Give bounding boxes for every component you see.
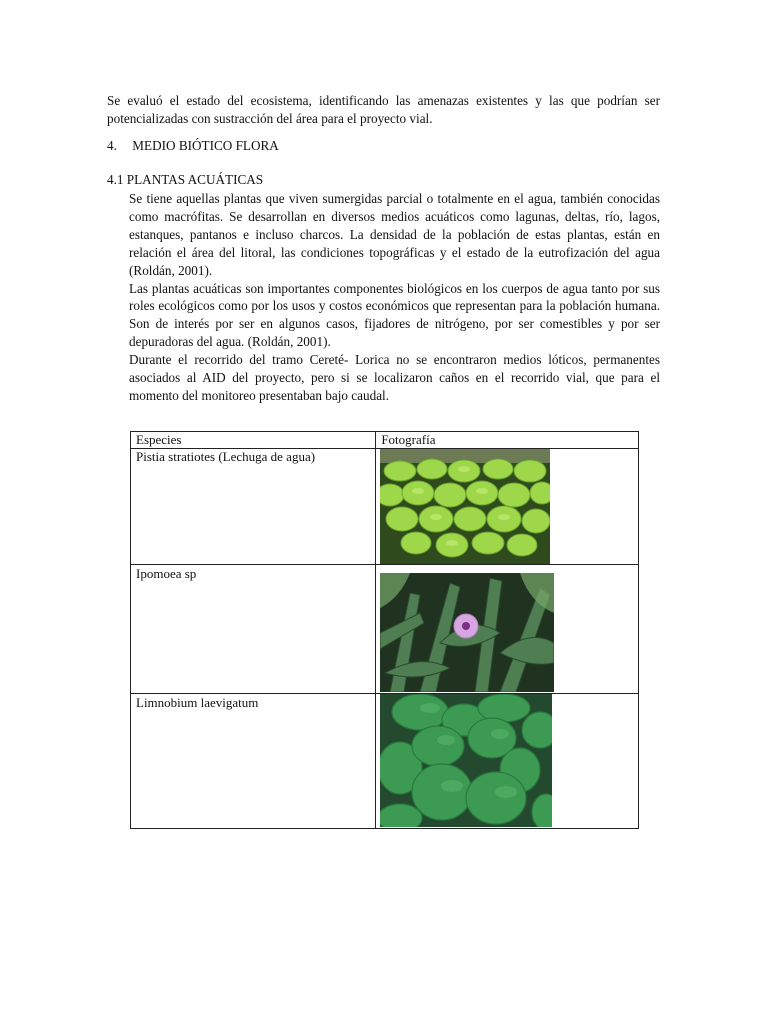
section-title: MEDIO BIÓTICO FLORA — [132, 138, 279, 153]
paragraph: Las plantas acuáticas son importantes componentes biológicos en los cuerpos de agua tanto por sus roles ecológicos como por los usos y costos económicos que representan para la población humana. Son de interés por ser en algunos casos, fijadores de nitrógeno, por ser comestibles y por ser depuradoras del agua. (Roldán, 2001). — [129, 280, 660, 350]
species-name: Ipomoea sp — [131, 565, 376, 694]
section-heading — [107, 137, 507, 155]
subsection-heading: 4.1 PLANTAS ACUÁTICAS — [107, 172, 264, 187]
table-row — [131, 694, 639, 829]
photo-cell — [376, 694, 639, 829]
paragraph: Se tiene aquellas plantas que viven sumergidas parcial o totalmente en el agua, también conocidas como macrófitas. Se desarrollan en diversos medios acuáticos como lagunas, deltas, río, lagos, estanques, pantanos e incluso charcos. La densidad de la población de estas plantas, están en relación el área del litoral, las condiciones topográficas y el estado de la eutrofización del agua (Roldán, 2001). — [129, 191, 660, 278]
table-row — [131, 565, 639, 694]
photo-cell — [376, 449, 639, 565]
body-text — [129, 190, 660, 405]
species-name: Pistia stratiotes (Lechuga de agua) — [131, 449, 376, 565]
header-fotografia: Fotografía — [376, 432, 639, 449]
header-especies: Especies — [131, 432, 376, 449]
intro-paragraph: Se evaluó el estado del ecosistema, identificando las amenazas existentes y las que podrían ser potencializadas con sustracción del área para el proyecto vial. — [107, 93, 660, 126]
table-row — [131, 449, 639, 565]
paragraph: Durante el recorrido del tramo Cereté- Lorica no se encontraron medios lóticos, permanentes asociados al AID del proyecto, pero si se localizaron caños en el recorrido vial, que para el momento del monitoreo presentaban bajo caudal. — [129, 352, 660, 403]
photo-cell — [376, 565, 639, 694]
section-number: 4. — [107, 138, 117, 153]
morning-glory-flower-photo — [380, 573, 554, 692]
species-name: Limnobium laevigatum — [131, 694, 376, 829]
species-table — [130, 431, 639, 829]
table-header-row — [131, 432, 639, 449]
lettuce-plants-photo — [380, 449, 550, 564]
round-leaves-photo — [380, 694, 552, 827]
